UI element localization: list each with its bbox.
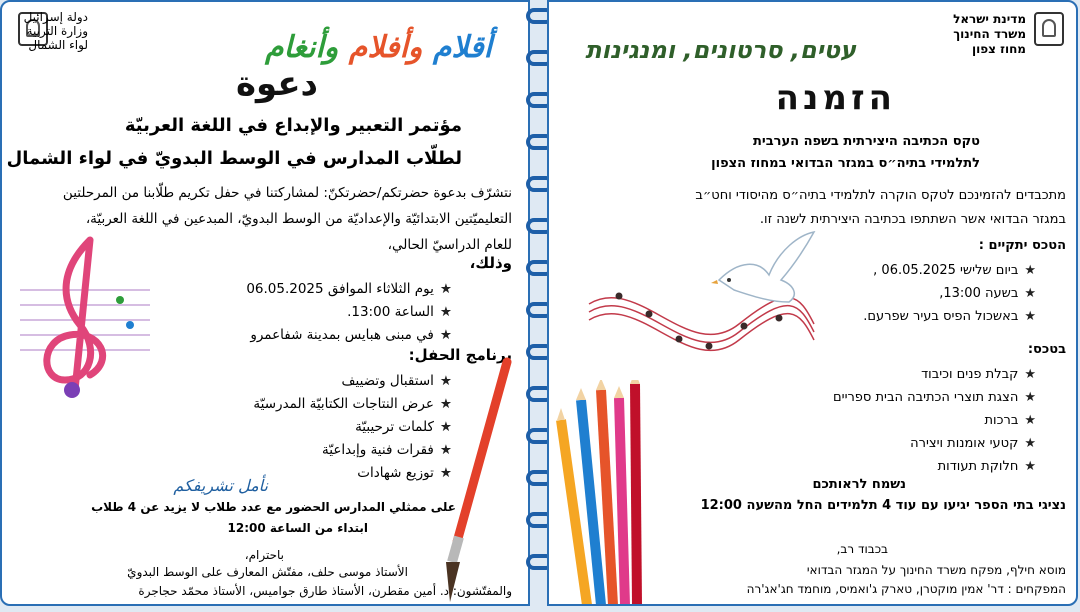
arrival-time: ابتداء من الساعة 12:00 (227, 521, 368, 535)
hope-line: نأمل تشريفكم (173, 476, 268, 495)
list-item: ★הצגת תוצרי הכתיבה הבית ספריים (833, 390, 1036, 405)
arrival-note: على ممثلي المدارس الحضور مع عدد طلاب لا يزيد عن 4 طلاب (91, 500, 456, 514)
program-title: בטכס: (1027, 342, 1066, 357)
list-item: ★كلمات ترحيبيّة (355, 419, 452, 435)
ministry-header: מדינת ישראל משרד החינוך מחוז צפון (953, 12, 1026, 56)
treble-clef-icon (20, 230, 150, 400)
star-bullet-icon: ★ (1024, 390, 1036, 405)
ministry-header: دولة إسرائيل وزارة التربية لواء الشمال (23, 10, 88, 52)
star-bullet-icon: ★ (1024, 413, 1036, 428)
paintbrush-icon (432, 357, 522, 606)
star-bullet-icon: ★ (1024, 263, 1036, 278)
ceremony-title: הטכס יתקיים : (978, 238, 1066, 253)
happy-line: נשמח לראותכם (812, 477, 906, 492)
list-item: ★توزيع شهادات (357, 465, 452, 481)
subtitle-1: مؤتمر التعبير والإبداع في اللغة العربيّة (124, 115, 462, 136)
list-item: ★فقرات فنية وإبداعيّة (322, 442, 452, 458)
program-title: برنامج الحفل: (408, 346, 512, 364)
list-item: ★يوم الثلاثاء الموافق 06.05.2025 (246, 281, 452, 297)
list-item: ★חלוקת תעודות (937, 459, 1036, 474)
inspectors: والمفتّشون: د. أمين مقطرن، الأستاذ طارق جواميس، الأستاذ محمّد حجاجرة (138, 584, 512, 598)
list-item: ★عرض النتاجات الكتابيّة المدرسيّة (253, 396, 452, 412)
subtitle-1: טקס הכתיבה היצירתית בשפה הערבית (752, 134, 980, 149)
star-bullet-icon: ★ (1024, 436, 1036, 451)
star-bullet-icon: ★ (1024, 309, 1036, 324)
list-item: ★ברכות (984, 413, 1036, 428)
star-bullet-icon: ★ (1024, 459, 1036, 474)
inspectors: המפקחים : דר' אמין מוקטרן, טארק ג'ואמיס, מוחמד חג'אג'רה (746, 582, 1066, 596)
list-item: ★קטעי אומנות ויצירה (910, 436, 1036, 451)
program-list (253, 370, 452, 485)
subtitle-2: לתלמידי בתיה״ס במגזר הבדואי במחוז הצפון (711, 156, 980, 171)
event-details (863, 259, 1036, 328)
star-bullet-icon: ★ (439, 442, 452, 458)
colored-pencils-icon (549, 380, 659, 606)
star-bullet-icon: ★ (439, 281, 452, 297)
star-bullet-icon: ★ (1024, 367, 1036, 382)
star-bullet-icon: ★ (439, 327, 452, 343)
invitation-body: מתכבדים להזמינכם לטקס הוקרה לתלמידי בתיה״ס מהיסודי וחט״ב במגזר הבדואי אשר השתתפו בכתיבה היצירתית לשנה זו. (695, 188, 1066, 227)
list-item: ★באשכול הפיס בעיר שפרעם. (863, 309, 1036, 324)
hebrew-invitation-page (547, 0, 1078, 606)
signer: מוסא חילף, מפקח משרד החינוך על המגזר הבדואי (806, 563, 1066, 577)
list-item: ★ביום שלישי 06.05.2025 , (873, 263, 1036, 278)
slogan: עטים, סרטונים, ומנגינות (585, 36, 856, 64)
arabic-invitation-page (0, 0, 530, 606)
invitation-body: نتشرّف بدعوة حضرتكم/حضرتكنّ: لمشاركتنا في حفل تكريم طلّابنا من المرحلتين التعليميّتين الابتدائيّة والإعداديّة من الوسط البدويّ، المبدعين في اللغة العربيّة، للعام الدراسيّ الحالي، (62, 185, 512, 253)
arrival-note: נציגי בתי הספר יגיעו עם עוד 4 תלמידים החל מהשעה 12:00 (700, 498, 1066, 513)
respect-line: בכבוד רב, (836, 542, 888, 556)
program-list (833, 363, 1036, 478)
list-item: ★קבלת פנים וכיבוד (921, 367, 1036, 382)
list-item: ★استقبال وتضييف (341, 373, 452, 389)
event-details (246, 278, 452, 347)
signer: الأستاذ موسى حلف، مفتّش المعارف على الوسط البدويّ (127, 565, 408, 579)
star-bullet-icon: ★ (1024, 286, 1036, 301)
star-bullet-icon: ★ (439, 304, 452, 320)
respect-line: باحترام، (244, 548, 284, 562)
emblem-icon (1034, 12, 1064, 46)
slogan: أقلام وأفلام وأنغام (264, 30, 492, 65)
page-title: دعوة (235, 64, 318, 104)
subtitle-2: لطلّاب المدارس في الوسط البدويّ في لواء الشمال (6, 148, 462, 169)
list-item: ★الساعة 13:00. (347, 304, 452, 320)
list-item: ★בשעה 13:00, (939, 286, 1036, 301)
page-title: הזמנה (775, 78, 896, 118)
star-bullet-icon: ★ (439, 465, 452, 481)
star-bullet-icon: ★ (439, 396, 452, 412)
and-that: وذلك، (469, 254, 512, 272)
star-bullet-icon: ★ (439, 373, 452, 389)
dove-icon (709, 230, 819, 310)
list-item: ★في مبنى هبايس بمدينة شفاعمرو (250, 327, 452, 343)
star-bullet-icon: ★ (439, 419, 452, 435)
